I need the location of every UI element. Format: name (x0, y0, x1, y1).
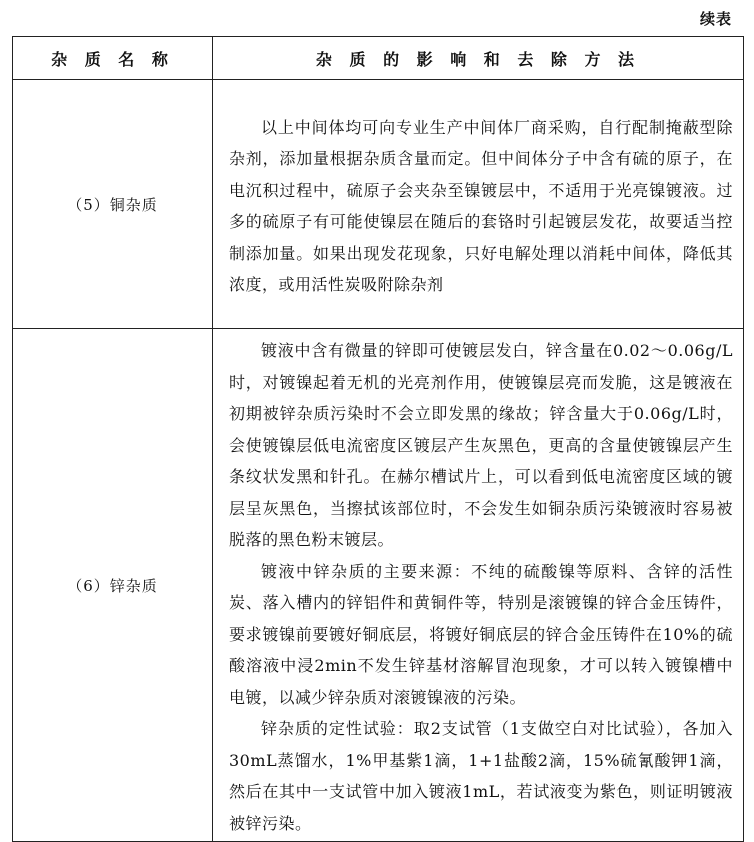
table-row (13, 80, 744, 329)
paragraph: 镀液中含有微量的锌即可使镀层发白，锌含量在0.02～0.06g/L时，对镀镍起着无机的光亮剂作用，使镀镍层亮而发脆，这是镀液在初期被锌杂质污染时不会立即发黑的缘故；锌含量大于0.06g/L时，会使镀镍层低电流密度区镀层产生灰黑色，更高的含量使镀镍层产生条纹状发黑和针孔。在赫尔槽试片上，可以看到低电流密度区域的镀层呈灰黑色，当擦拭该部位时，不会发生如铜杂质污染镀液时容易被脱落的黑色粉末镀层。 (229, 341, 733, 549)
paragraph: 以上中间体均可向专业生产中间体厂商采购，自行配制掩蔽型除杂剂，添加量根据杂质含量而定。但中间体分子中含有硫的原子，在电沉积过程中，硫原子会夹杂至镍镀层中，不适用于光亮镍镀液。过多的硫原子有可能使镍层在随后的套铬时引起镀层发花，故要适当控制添加量。如果出现发花现象，只好电解处理以消耗中间体，降低其浓度，或用活性炭吸附除杂剂 (229, 117, 733, 294)
continued-label: 续表 (699, 10, 732, 28)
impurity-description-zinc (213, 329, 744, 842)
impurity-description-copper (213, 80, 744, 329)
paragraph: 镀液中锌杂质的主要来源：不纯的硫酸镍等原料、含锌的活性炭、落入槽内的锌铝件和黄铜件等，特别是滚镀镍的锌合金压铸件，要求镀镍前要镀好铜底层，将镀好铜底层的锌合金压铸件在10%的硫酸溶液中浸2min不发生锌基材溶解冒泡现象，才可以转入镀镍槽中电镀，以减少锌杂质对滚镀镍液的污染。 (229, 561, 733, 707)
header-impurity-name: 杂 质 名 称 (13, 37, 213, 80)
impurity-name-zinc: （6）锌杂质 (13, 329, 213, 842)
impurity-table (12, 36, 744, 842)
impurity-name-copper: （5）铜杂质 (13, 80, 213, 329)
table-row (13, 329, 744, 842)
table-header-row (13, 37, 744, 80)
paragraph: 锌杂质的定性试验：取2支试管（1支做空白对比试验），各加入30mL蒸馏水，1%甲基紫1滴，1+1盐酸2滴，15%硫氰酸钾1滴，然后在其中一支试管中加入镀液1mL，若试液变为紫色，则证明镀液被锌污染。 (229, 719, 733, 833)
header-impact-removal: 杂 质 的 影 响 和 去 除 方 法 (213, 37, 744, 80)
